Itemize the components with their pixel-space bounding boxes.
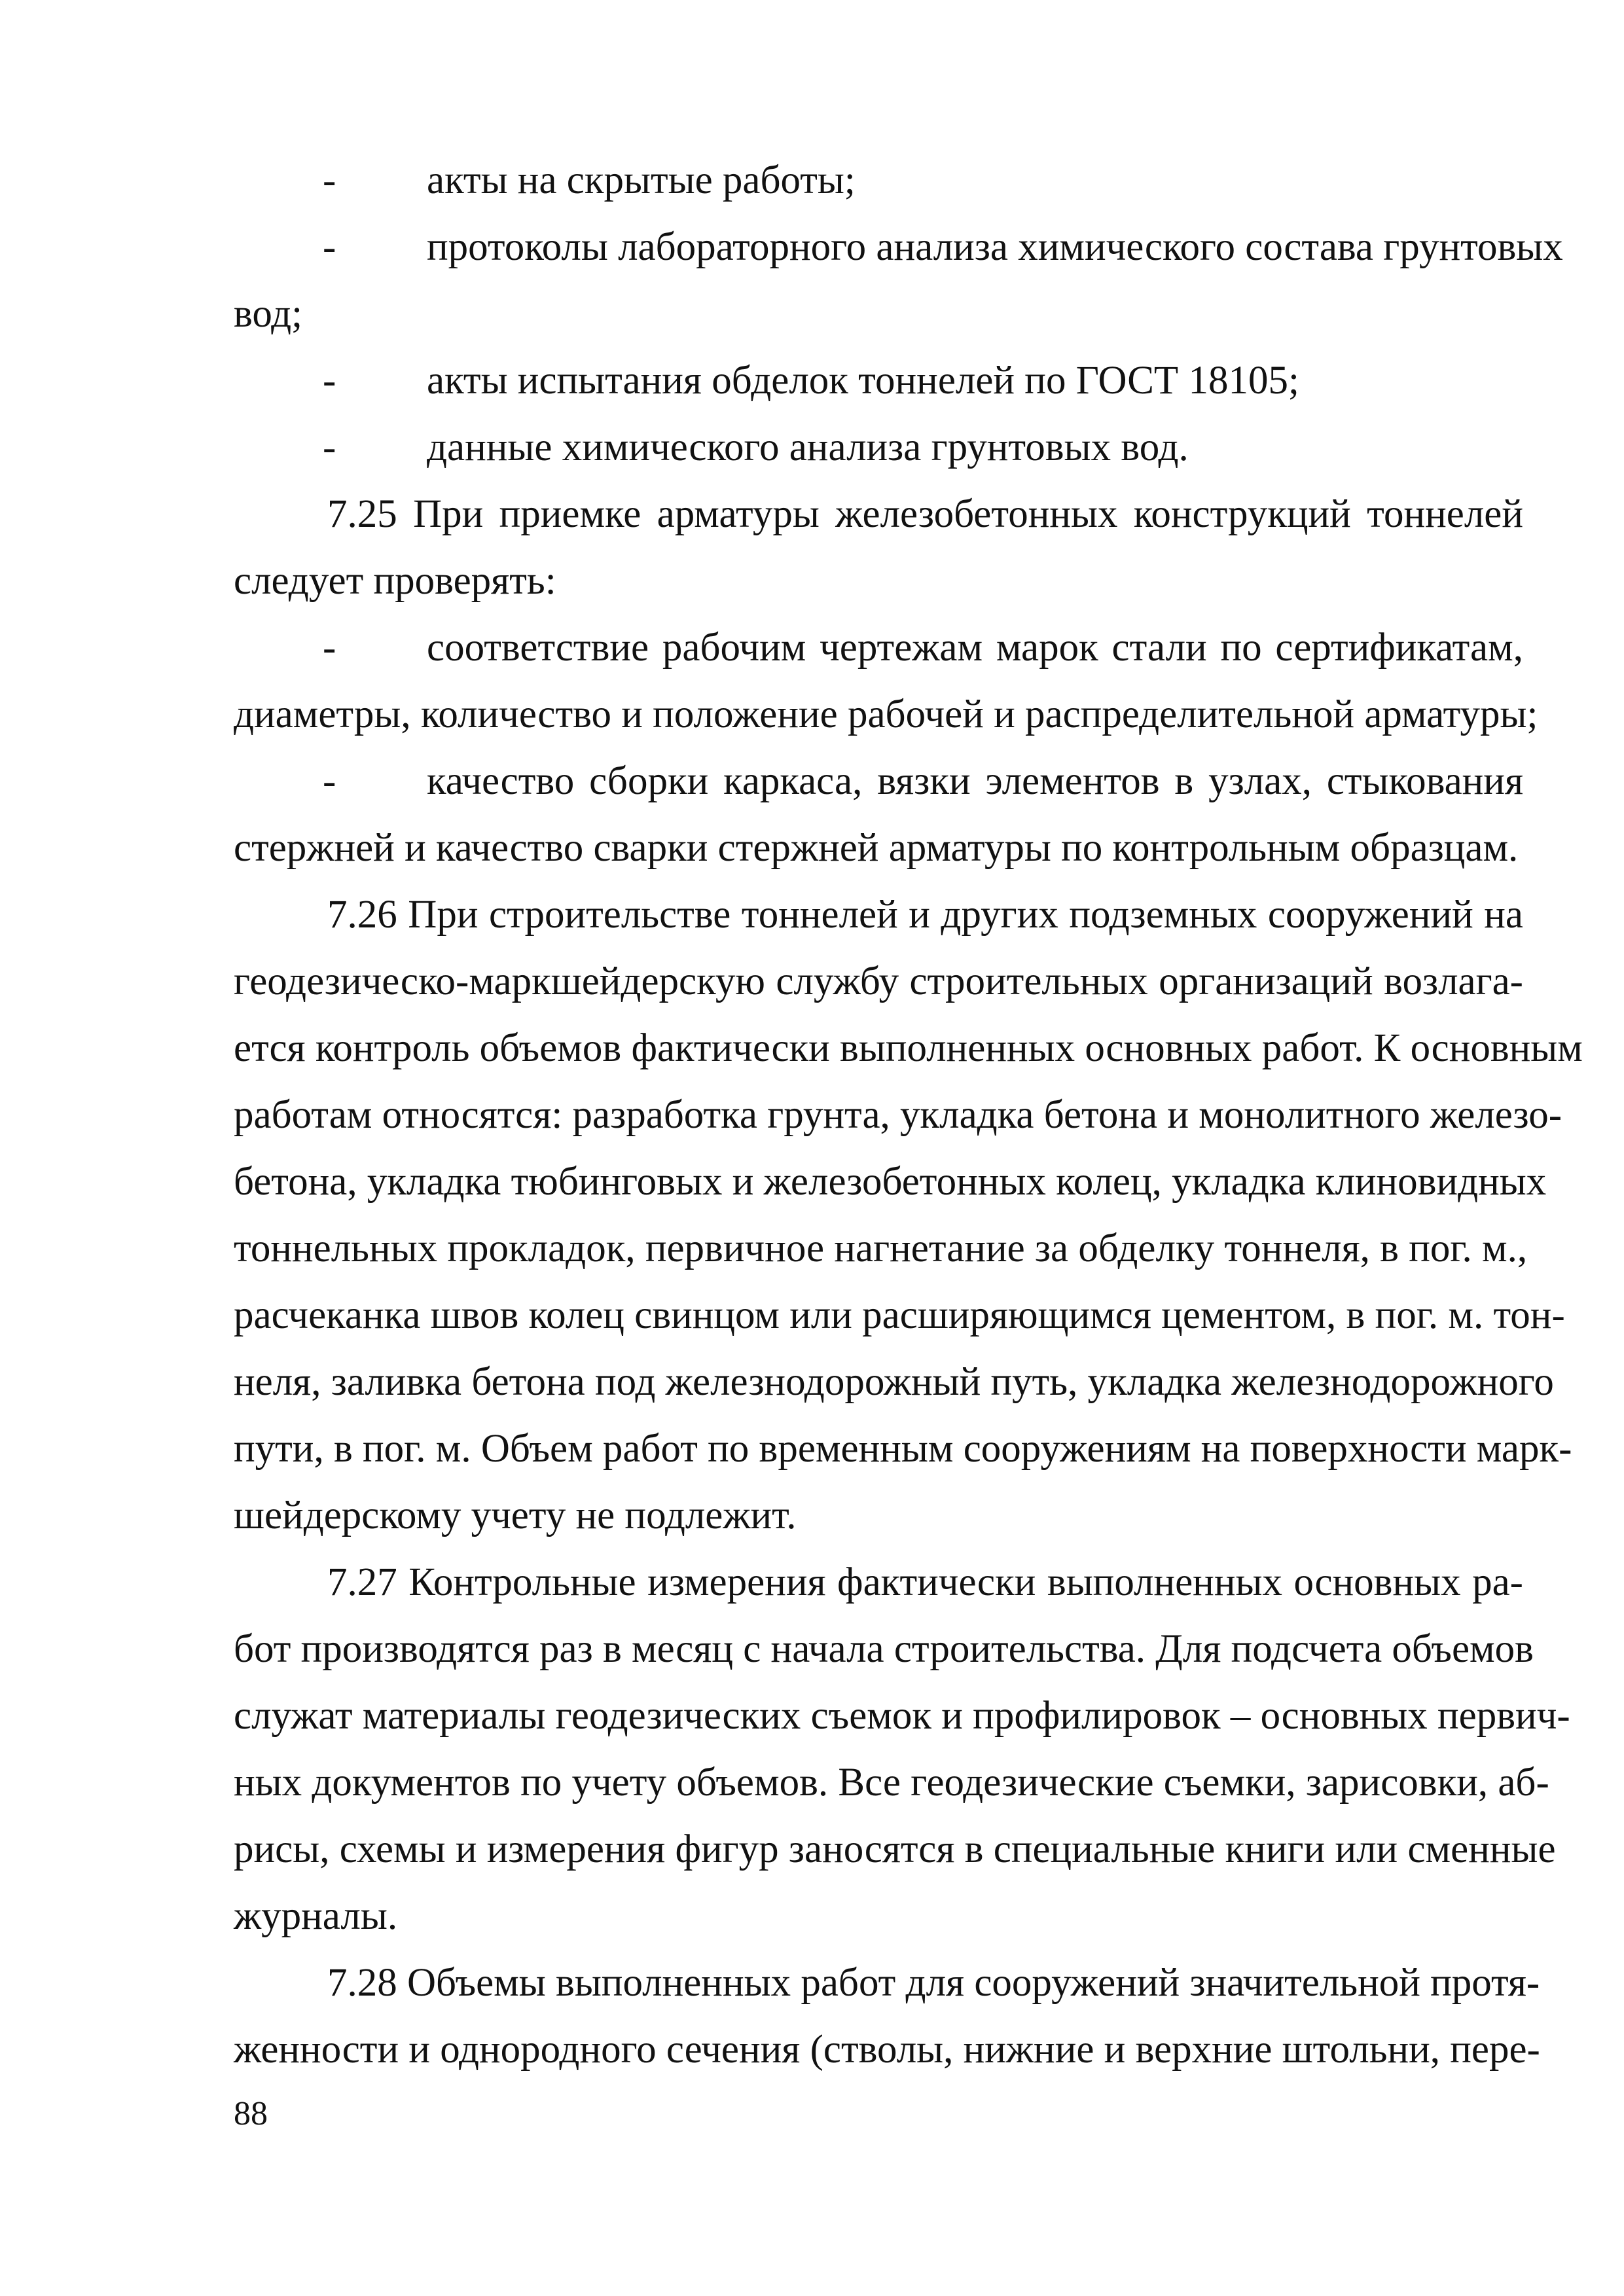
text-line: геодезическо-маркшейдерскую службу строительных организаций возлага- — [234, 960, 1523, 1003]
text-line: рисы, схемы и измерения фигур заносятся в специальные книги или сменные — [234, 1827, 1556, 1871]
section-heading-line: 7.26 При строительстве тоннелей и других подземных сооружений на — [327, 893, 1523, 937]
text-line: неля, заливка бетона под железнодорожный путь, укладка железнодорожного — [234, 1360, 1554, 1404]
list-dash: - — [323, 158, 336, 202]
text-line: тоннельных прокладок, первичное нагнетание за обделку тоннеля, в пог. м., — [234, 1227, 1528, 1270]
text-line: ется контроль объемов фактически выполненных основных работ. К основным — [234, 1026, 1583, 1070]
text-line: шейдерскому учету не подлежит. — [234, 1494, 797, 1537]
text-line: пути, в пог. м. Объем работ по временным сооружениям на поверхности марк- — [234, 1427, 1572, 1471]
section-heading-line: 7.25 При приемке арматуры железобетонных конструкций тоннелей — [327, 492, 1523, 536]
text-line: акты испытания обделок тоннелей по ГОСТ 18105; — [427, 359, 1299, 403]
text-line: данные химического анализа грунтовых вод. — [427, 425, 1189, 469]
text-line: расчеканка швов колец свинцом или расширяющимся цементом, в пог. м. тон- — [234, 1293, 1565, 1337]
list-dash: - — [323, 626, 336, 670]
text-line: качество сборки каркаса, вязки элементов в узлах, стыкования — [427, 759, 1523, 803]
list-dash: - — [323, 359, 336, 403]
list-dash: - — [323, 759, 336, 803]
section-heading-line: 7.28 Объемы выполненных работ для сооружений значительной протя- — [327, 1961, 1540, 2005]
text-line: соответствие рабочим чертежам марок стали по сертификатам, — [427, 626, 1523, 670]
text-line: женности и однородного сечения (стволы, нижние и верхние штольни, пере- — [234, 2028, 1540, 2072]
text-line: ных документов по учету объемов. Все геодезические съемки, зарисовки, аб- — [234, 1761, 1549, 1804]
text-line: акты на скрытые работы; — [427, 158, 856, 202]
list-dash: - — [323, 225, 336, 269]
section-heading-line: 7.27 Контрольные измерения фактически выполненных основных ра- — [327, 1560, 1523, 1604]
text-line: диаметры, количество и положение рабочей и распределительной арматуры; — [234, 692, 1538, 736]
text-line: бот производятся раз в месяц с начала строительства. Для подсчета объемов — [234, 1627, 1534, 1671]
text-line: стержней и качество сварки стержней арматуры по контрольным образцам. — [234, 826, 1519, 870]
list-dash: - — [323, 425, 336, 469]
page-number: 88 — [234, 2095, 268, 2132]
text-line: вод; — [234, 292, 303, 336]
text-line: работам относятся: разработка грунта, укладка бетона и монолитного железо- — [234, 1093, 1562, 1137]
text-line: служат материалы геодезических съемок и профилировок – основных первич- — [234, 1694, 1570, 1738]
text-line: журналы. — [234, 1894, 398, 1938]
text-line: бетона, укладка тюбинговых и железобетонных колец, укладка клиновидных — [234, 1160, 1547, 1204]
text-line: следует проверять: — [234, 559, 556, 603]
text-line: протоколы лабораторного анализа химического состава грунтовых — [427, 225, 1563, 269]
